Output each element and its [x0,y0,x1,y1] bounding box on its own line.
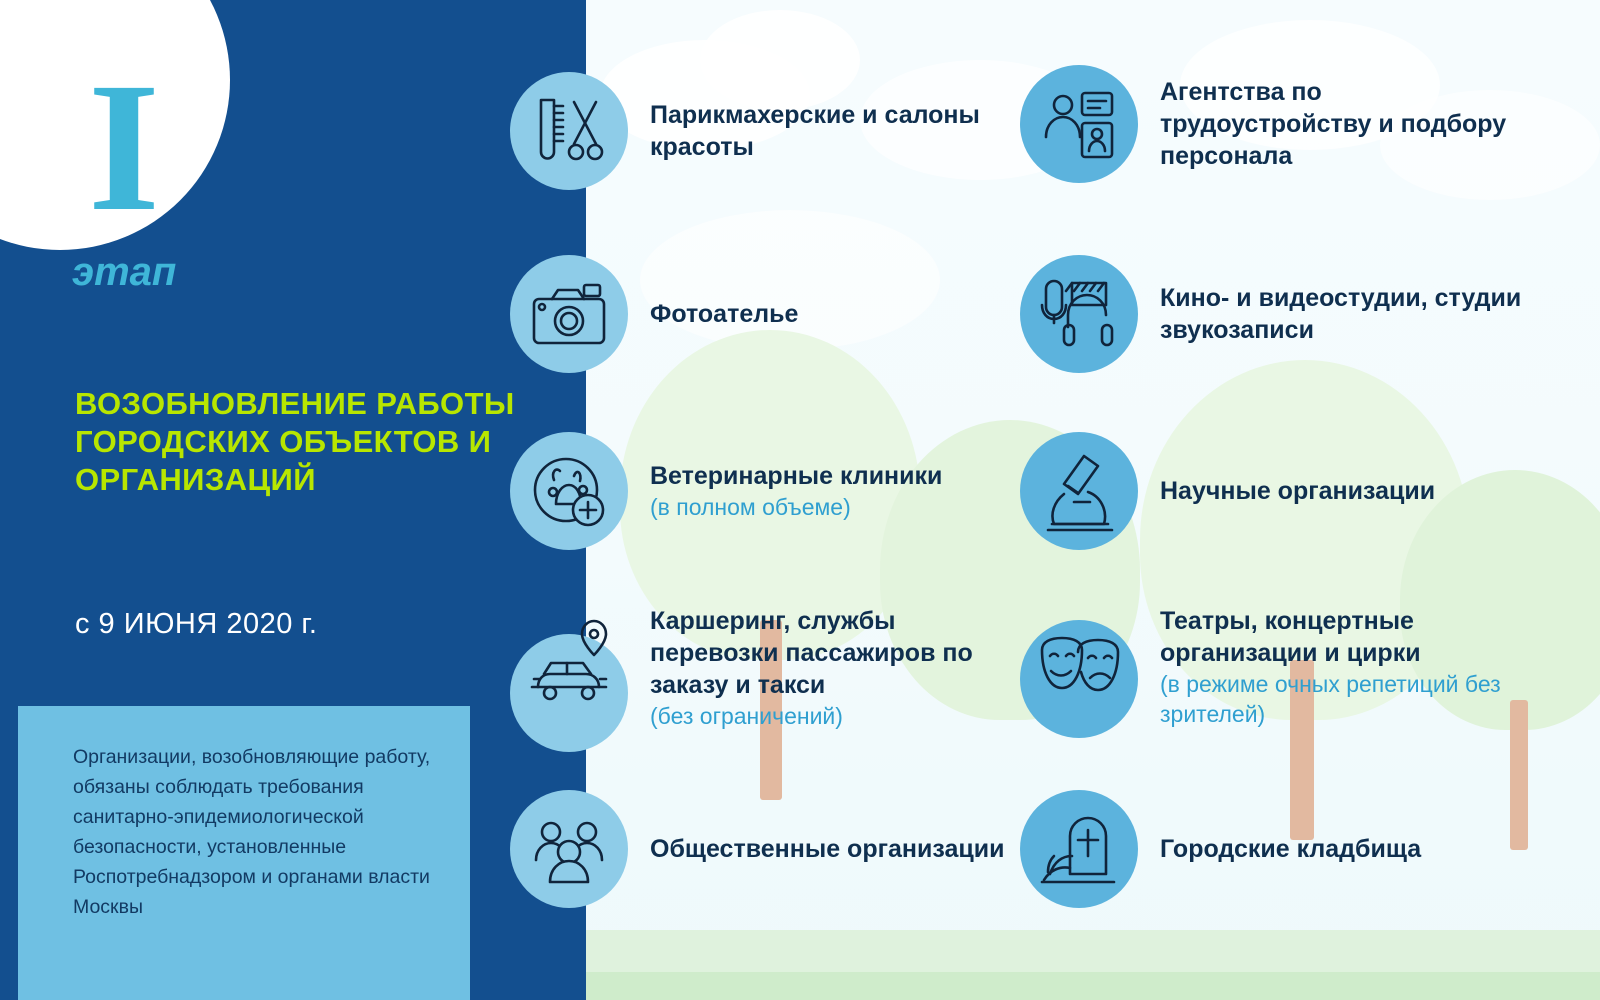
item-label-main: Парикмахерские и салоны красоты [650,101,980,161]
item-label-main: Каршеринг, службы перевозки пассажиров по заказу и такси [650,607,973,699]
item-label-main: Агентства по трудоустройству и подбору персонала [1160,78,1507,170]
item-label-sub: (в режиме очных репетиций без зрителей) [1160,671,1501,727]
list-item [510,605,1010,731]
item-label-main: Фотоателье [650,300,799,328]
item-label [1160,833,1421,865]
icon-wrapper [1020,255,1138,373]
item-label-main: Театры, концертные организации и цирки [1160,607,1421,667]
item-label-main: Ветеринарные клиники [650,462,943,490]
icon-wrapper [510,72,628,190]
list-item [1020,605,1540,729]
list-item [1020,65,1540,183]
item-label-sub: (без ограничений) [650,703,843,729]
icon-wrapper [1020,608,1138,726]
list-item [1020,790,1421,908]
list-item [510,255,798,373]
note-box [18,706,470,1000]
list-item [1020,432,1435,550]
item-label [650,833,1004,865]
icon-wrapper [510,609,628,727]
photo-camera-icon [510,255,628,373]
car-sharing-icon [510,609,628,727]
icon-wrapper [1020,65,1138,183]
list-item [1020,255,1540,373]
item-label [1160,282,1540,346]
film-audio-studio-icon [1020,255,1138,373]
item-label [1160,475,1435,507]
item-label-sub: (в полном объеме) [650,494,851,520]
item-label [1160,76,1540,172]
item-label [1160,605,1540,729]
item-label [650,99,1010,163]
veterinary-icon [510,432,628,550]
employment-agency-icon [1020,65,1138,183]
icon-wrapper [510,432,628,550]
icon-wrapper [1020,432,1138,550]
page-title: ВОЗОБНОВЛЕНИЕ РАБОТЫ ГОРОДСКИХ ОБЪЕКТОВ И ОРГАНИЗАЦИЙ [75,386,515,497]
stage-number: I [88,45,160,250]
microscope-icon [1020,432,1138,550]
theatre-masks-icon [1020,608,1138,726]
list-item [510,790,1004,908]
icon-wrapper [510,790,628,908]
item-label-main: Общественные организации [650,835,1005,863]
item-label [650,298,798,330]
stage-word: этап [72,250,177,294]
icon-wrapper [510,255,628,373]
icon-wrapper [1020,790,1138,908]
items-column-left [510,0,1030,1000]
item-label [650,605,1010,731]
item-label-main: Кино- и видеостудии, студии звукозаписи [1160,284,1522,344]
items-column-right [1010,0,1600,1000]
note-text: Организации, возобновляющие работу, обязаны соблюдать требования санитарно-эпидемиологической безопасности, установленные Роспотребнадзором и органами власти Москвы [73,746,431,918]
list-item [510,432,942,550]
item-label [650,460,942,522]
public-organizations-icon [510,790,628,908]
item-label-main: Городские кладбища [1160,835,1422,863]
list-item [510,72,1010,190]
start-date: с 9 ИЮНЯ 2020 г. [75,608,318,640]
cemetery-icon [1020,790,1138,908]
item-label-main: Научные организации [1160,477,1436,505]
scissors-comb-icon [510,72,628,190]
left-info-panel [0,0,585,1000]
